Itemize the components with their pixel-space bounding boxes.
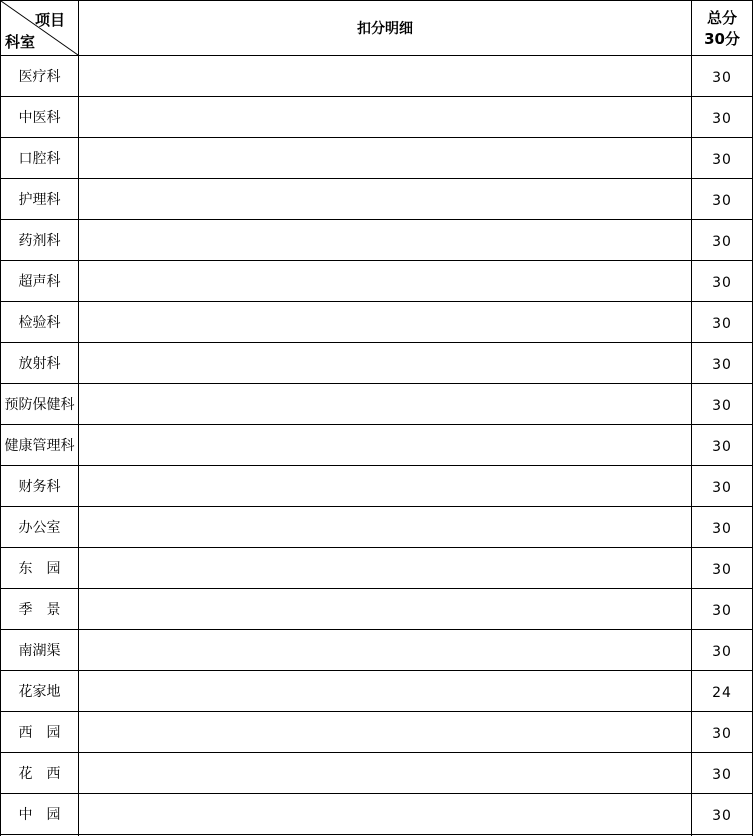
score-cell: 30 [712,726,732,742]
dept-cell: 放射科 [18,356,61,372]
corner-header-dept: 科室 [5,33,36,51]
score-cell: 24 [712,685,732,701]
score-cell: 30 [712,111,732,127]
detail-cell [80,671,690,711]
score-cell: 30 [712,439,732,455]
detail-cell [80,466,690,506]
score-cell: 30 [712,480,732,496]
dept-cell: 健康管理科 [4,438,75,454]
dept-cell: 东 园 [18,561,61,577]
score-cell: 30 [712,767,732,783]
dept-cell: 财务科 [18,479,61,495]
row-divider [0,547,753,548]
row-divider [0,752,753,753]
dept-cell: 超声科 [18,274,61,290]
dept-cell: 办公室 [18,520,61,536]
dept-cell: 南湖渠 [18,643,61,659]
detail-cell [80,56,690,96]
detail-cell [80,507,690,547]
row-divider [0,629,753,630]
dept-cell: 口腔科 [18,151,61,167]
dept-cell: 中医科 [18,110,61,126]
row-divider [0,465,753,466]
score-cell: 30 [712,193,732,209]
row-divider [0,96,753,97]
dept-cell: 检验科 [18,315,61,331]
dept-cell: 护理科 [18,192,61,208]
detail-cell [80,179,690,219]
detail-cell [80,712,690,752]
detail-cell [80,794,690,834]
score-cell: 30 [712,70,732,86]
total-header [692,8,752,50]
detail-cell [80,548,690,588]
score-cell: 30 [712,152,732,168]
score-cell: 30 [712,562,732,578]
row-divider [0,670,753,671]
score-cell: 30 [712,275,732,291]
dept-cell: 花家地 [18,684,61,700]
detail-cell [80,97,690,137]
dept-cell: 预防保健科 [4,397,75,413]
detail-cell [80,425,690,465]
row-divider [0,793,753,794]
row-divider [0,711,753,712]
corner-header-item: 项目 [35,11,66,29]
row-divider [0,178,753,179]
detail-cell [80,302,690,342]
dept-cell: 中 园 [18,807,61,823]
detail-cell [80,630,690,670]
score-cell: 30 [712,398,732,414]
score-cell: 30 [712,521,732,537]
row-divider [0,383,753,384]
score-cell: 30 [712,234,732,250]
dept-cell: 西 园 [18,725,61,741]
row-divider [0,506,753,507]
detail-cell [80,220,690,260]
row-divider [0,342,753,343]
row-divider [0,834,753,835]
score-cell: 30 [712,357,732,373]
total-header-line2: 30分 [704,30,740,48]
row-divider [0,424,753,425]
row-divider [0,301,753,302]
score-cell: 30 [712,603,732,619]
row-divider [0,219,753,220]
total-header-line1: 总分 [706,9,737,27]
row-divider [0,260,753,261]
detail-cell [80,589,690,629]
row-divider [0,0,753,1]
dept-cell: 医疗科 [18,69,61,85]
score-cell: 30 [712,808,732,824]
row-divider [0,588,753,589]
score-cell: 30 [712,316,732,332]
detail-cell [80,384,690,424]
dept-cell: 花 西 [18,766,61,782]
row-divider [0,137,753,138]
dept-cell: 季 景 [18,602,61,618]
detail-cell [80,261,690,301]
detail-header: 扣分明细 [357,21,413,37]
row-divider [0,55,753,56]
dept-cell: 药剂科 [18,233,61,249]
detail-cell [80,138,690,178]
detail-cell [80,753,690,793]
score-cell: 30 [712,644,732,660]
detail-cell [80,343,690,383]
